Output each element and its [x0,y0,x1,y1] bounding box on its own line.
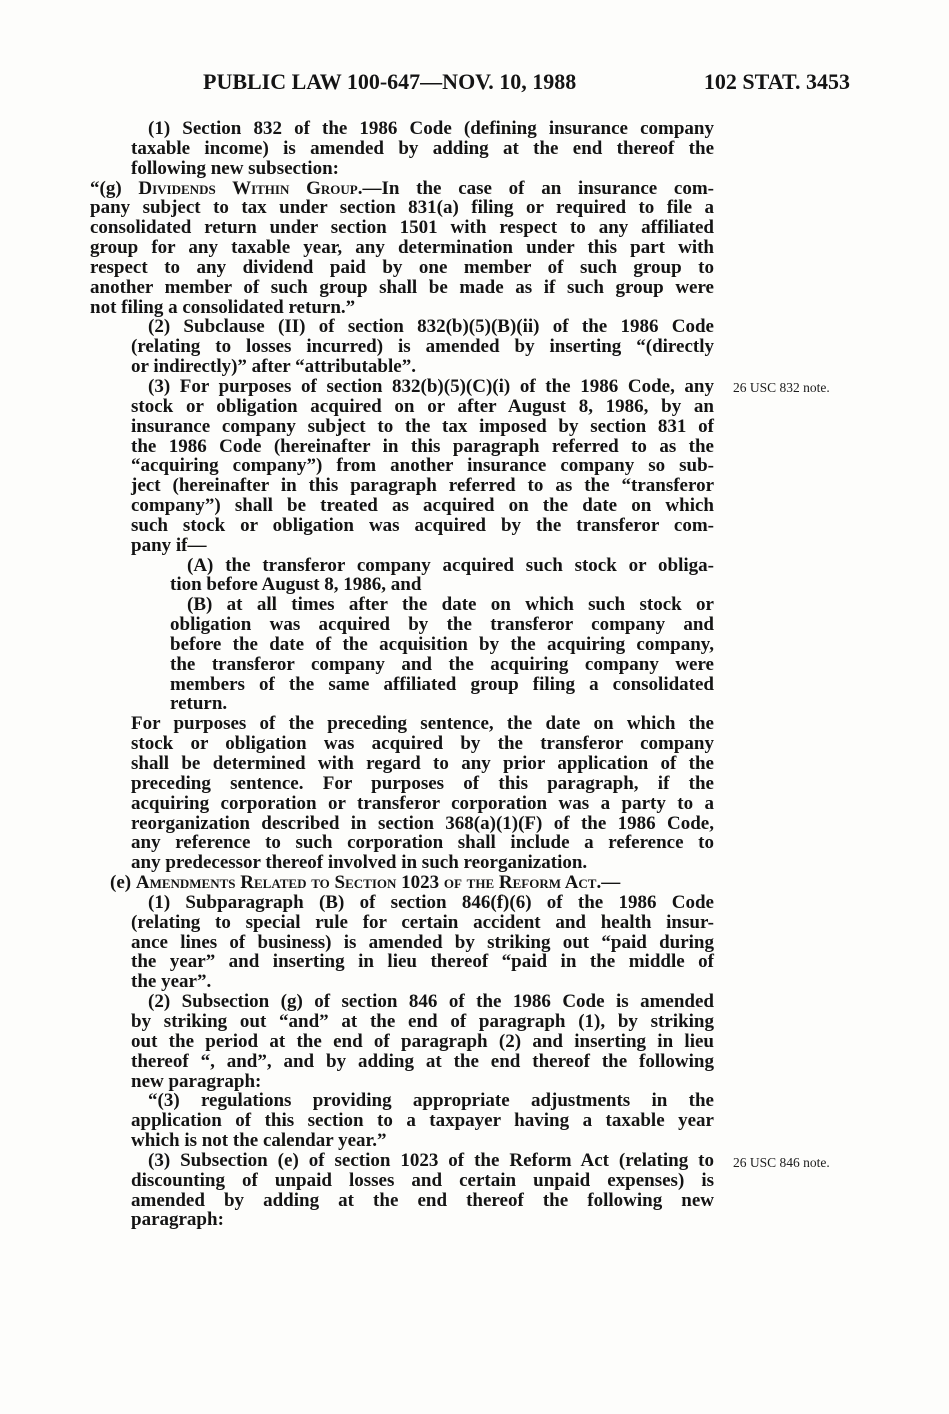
text-line: (relating to special rule for certain accident and health insur- [131,911,714,933]
text-line: shall be determined with regard to any prior application of the [131,753,714,774]
subsection-e-dash: .— [596,872,621,894]
text-line: members of the same affiliated group filing a consolidated [170,673,714,695]
text-line: For purposes of the preceding sentence, the date on which the [131,713,714,735]
text-line: stock or obligation acquired on or after August 8, 1986, by an [131,395,714,417]
text-line: stock or obligation was acquired by the transferor company [131,733,714,755]
text-line: acquiring corporation or transferor corporation was a party to a [131,792,714,814]
text-line: (2) Subsection (g) of section 846 of the 1986 Code is amended [148,991,714,1013]
text-line: consolidated return under section 1501 with respect to any affiliated [90,217,714,239]
subsection-g-title: Dividends Within Group [138,177,358,199]
text-line: the year” and inserting in lieu thereof “paid in the middle of [131,951,714,973]
text-line: group for any taxable year, any determination under this part with [90,237,714,259]
text-line: not filing a consolidated return.” [90,296,356,318]
subsection-g-text: .—In the case of an insurance com- [357,177,715,199]
text-line: ance lines of business) is amended by striking out “paid during [131,931,714,953]
text-line: (3) For purposes of section 832(b)(5)(C)(i) of the 1986 Code, any [148,375,714,397]
text-line: following new subsection: [131,157,339,179]
text-line: “(3) regulations providing appropriate adjustments in the [148,1090,714,1112]
text-line: ject (hereinafter in this paragraph referred to as the “transferor [131,475,714,497]
text-line: before the date of the acquisition by the acquiring company, [170,633,714,655]
text-line: paragraph: [131,1209,224,1231]
text-line: return. [170,693,228,715]
text-line: (B) at all times after the date on which such stock or [187,594,714,616]
text-line: new paragraph: [131,1070,262,1092]
text-line: company”) shall be treated as acquired on the date on which [131,495,714,517]
text-line: (relating to losses incurred) is amended by inserting “(directly [131,336,714,358]
text-line: preceding sentence. For purposes of this paragraph, if the [131,772,714,794]
text-line: any predecessor thereof involved in such reorganization. [131,852,588,874]
subsection-e-heading-line [110,873,714,893]
text-line: by striking out “and” at the end of paragraph (1), by striking [131,1010,714,1032]
text-line: another member of such group shall be made as if such group were [90,276,714,298]
text-line: (A) the transferor company acquired such stock or obliga- [187,554,714,576]
text-line: obligation was acquired by the transferor company and [170,614,714,636]
subsection-g-heading-line [90,179,714,199]
text-line: (2) Subclause (II) of section 832(b)(5)(B)(ii) of the 1986 Code [148,316,714,338]
subsection-g-label: “(g) [90,177,139,199]
text-line: “acquiring company”) from another insurance company so sub- [131,455,714,477]
subsection-e-label: (e) [110,872,136,894]
text-line: pany subject to tax under section 831(a) filing or required to file a [90,197,714,219]
running-head-title: PUBLIC LAW 100-647—NOV. 10, 1988 [203,69,577,94]
text-line: such stock or obligation was acquired by the transferor com- [131,514,714,536]
text-line: (1) Subparagraph (B) of section 846(f)(6) of the 1986 Code [148,891,714,913]
text-line: tion before August 8, 1986, and [170,574,422,596]
margin-note: 26 USC 846 note. [733,1155,830,1170]
text-line: (1) Section 832 of the 1986 Code (defining insurance company [148,118,714,139]
subsection-e-title: Amendments Related to Section 1023 of the Reform Act [135,872,597,894]
text-line: which is not the calendar year.” [131,1130,387,1152]
text-line: respect to any dividend paid by one member of such group to [90,256,714,278]
text-line: application of this section to a taxpayer having a taxable year [131,1110,714,1132]
body-text [0,119,949,1230]
margin-note: 26 USC 832 note. [733,380,830,395]
text-line: insurance company subject to the tax imposed by section 831 of [131,415,714,437]
text-line: the year”. [131,971,212,993]
text-line: thereof “, and”, and by adding at the end thereof the following [131,1050,714,1072]
text-line: pany if— [131,534,207,556]
text-line: taxable income) is amended by adding at the end thereof the [131,137,714,159]
text-line: discounting of unpaid losses and certain unpaid expenses) is [131,1169,714,1191]
text-line: the 1986 Code (hereinafter in this paragraph referred to as the [131,435,714,457]
text-line: the transferor company and the acquiring company were [170,653,714,675]
text-line: or indirectly)” after “attributable”. [131,356,416,378]
text-line: reorganization described in section 368(a)(1)(F) of the 1986 Code, [131,812,714,834]
text-line: any reference to such corporation shall include a reference to [131,832,714,854]
text-line: (3) Subsection (e) of section 1023 of the Reform Act (relating to [148,1149,714,1171]
text-line: amended by adding at the end thereof the following new [131,1189,714,1211]
text-line: out the period at the end of paragraph (2) and inserting in lieu [131,1030,714,1052]
page-stat-number: 102 STAT. 3453 [703,69,850,94]
